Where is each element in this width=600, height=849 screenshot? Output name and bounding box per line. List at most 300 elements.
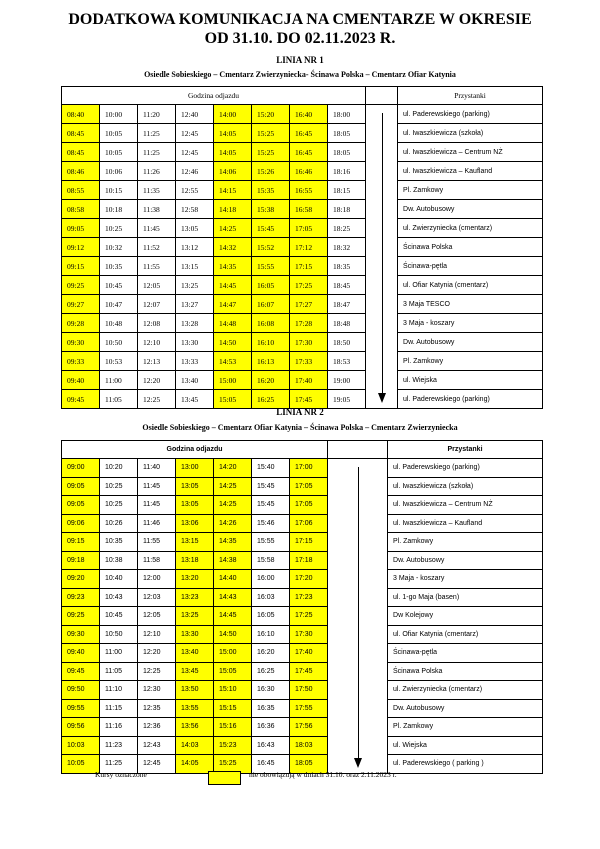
departure-time: 11:00	[100, 371, 138, 390]
departure-time: 19:00	[328, 371, 366, 390]
stop-name: Pl. Zamkowy	[388, 533, 543, 552]
table-row	[62, 459, 543, 478]
linia2-timetable	[61, 440, 543, 774]
table-row	[62, 238, 543, 257]
departure-time: 15:52	[252, 238, 290, 257]
stop-name: Dw. Autobusowy	[398, 333, 543, 352]
departure-time: 17:12	[290, 238, 328, 257]
departure-time: 13:05	[176, 477, 214, 496]
departure-time: 15:55	[252, 533, 290, 552]
departure-time: 14:05	[176, 755, 214, 774]
stop-name: Dw. Autobusowy	[388, 551, 543, 570]
stop-name: ul. Ofiar Katynia (cmentarz)	[398, 276, 543, 295]
departure-time: 10:15	[100, 181, 138, 200]
departure-time: 11:38	[138, 200, 176, 219]
departure-time: 10:18	[100, 200, 138, 219]
departure-time: 09:30	[62, 625, 100, 644]
departure-time: 18:35	[328, 257, 366, 276]
departure-time: 08:55	[62, 181, 100, 200]
departure-time: 11:58	[138, 551, 176, 570]
departure-time: 17:05	[290, 477, 328, 496]
departure-time: 12:43	[138, 736, 176, 755]
departure-time: 08:40	[62, 105, 100, 124]
linia2-header-times: Godzina odjazdu	[62, 441, 328, 459]
departure-time: 16:07	[252, 295, 290, 314]
departure-time: 11:15	[100, 699, 138, 718]
departure-time: 13:12	[176, 238, 214, 257]
stop-name: Dw. Autobusowy	[388, 699, 543, 718]
stop-name: Dw Kolejowy	[388, 607, 543, 626]
departure-time: 12:30	[138, 681, 176, 700]
departure-time: 17:00	[290, 459, 328, 478]
departure-time: 10:50	[100, 333, 138, 352]
departure-time: 09:06	[62, 514, 100, 533]
departure-time: 17:28	[290, 314, 328, 333]
departure-time: 16:45	[290, 143, 328, 162]
departure-time: 13:56	[176, 718, 214, 737]
departure-time: 16:36	[252, 718, 290, 737]
table-row	[62, 333, 543, 352]
departure-time: 10:26	[100, 514, 138, 533]
departure-time: 18:15	[328, 181, 366, 200]
departure-time: 14:18	[214, 200, 252, 219]
departure-time: 15:58	[252, 551, 290, 570]
departure-time: 12:05	[138, 276, 176, 295]
departure-time: 17:05	[290, 219, 328, 238]
departure-time: 13:23	[176, 588, 214, 607]
linia2-route: Osiedle Sobieskiego – Cmentarz Ofiar Katynia – Ścinawa Polska – Cmentarz Zwierzyniecka	[142, 423, 458, 432]
departure-time: 13:45	[176, 390, 214, 409]
legend-note: nie obowiązują w dniach 31.10. oraz 2.11.2023 r.	[249, 770, 397, 779]
departure-time: 11:25	[100, 755, 138, 774]
departure-time: 10:45	[100, 607, 138, 626]
stop-name: 3 Maja - koszary	[388, 570, 543, 589]
departure-time: 10:05	[100, 124, 138, 143]
departure-time: 17:45	[290, 662, 328, 681]
departure-time: 09:28	[62, 314, 100, 333]
departure-time: 18:05	[328, 124, 366, 143]
table-row	[62, 570, 543, 589]
page-title-line1: DODATKOWA KOMUNIKACJA NA CMENTARZE W OKRESIE	[68, 11, 532, 28]
departure-time: 09:05	[62, 219, 100, 238]
departure-time: 15:15	[214, 699, 252, 718]
departure-time: 18:03	[290, 736, 328, 755]
departure-time: 11:40	[138, 459, 176, 478]
legend-label: Kursy oznaczone	[95, 770, 147, 779]
departure-time: 08:45	[62, 143, 100, 162]
departure-time: 11:00	[100, 644, 138, 663]
stop-name: ul. Zwierzyniecka (cmentarz)	[398, 219, 543, 238]
departure-time: 18:16	[328, 162, 366, 181]
stop-name: Dw. Autobusowy	[398, 200, 543, 219]
departure-time: 16:43	[252, 736, 290, 755]
departure-time: 09:27	[62, 295, 100, 314]
departure-time: 12:58	[176, 200, 214, 219]
departure-time: 15:40	[252, 459, 290, 478]
departure-time: 14:15	[214, 181, 252, 200]
departure-time: 09:00	[62, 459, 100, 478]
table-row	[62, 736, 543, 755]
departure-time: 15:38	[252, 200, 290, 219]
departure-time: 12:36	[138, 718, 176, 737]
table-row	[62, 607, 543, 626]
departure-time: 16:13	[252, 352, 290, 371]
linia1-header-times: Godzina odjazdu	[62, 87, 366, 105]
departure-time: 11:45	[138, 477, 176, 496]
table-row	[62, 644, 543, 663]
departure-time: 14:26	[214, 514, 252, 533]
departure-time: 10:06	[100, 162, 138, 181]
departure-time: 09:45	[62, 390, 100, 409]
departure-time: 09:05	[62, 477, 100, 496]
departure-time: 14:35	[214, 533, 252, 552]
table-row	[62, 625, 543, 644]
linia1-label: LINIA NR 1	[276, 55, 324, 65]
departure-time: 17:40	[290, 644, 328, 663]
stop-name: 3 Maja TESCO	[398, 295, 543, 314]
table-row	[62, 181, 543, 200]
departure-time: 15:25	[214, 755, 252, 774]
departure-time: 17:20	[290, 570, 328, 589]
departure-time: 13:25	[176, 607, 214, 626]
direction-arrow-icon	[328, 459, 388, 774]
departure-time: 14:05	[214, 124, 252, 143]
departure-time: 13:50	[176, 681, 214, 700]
departure-time: 12:40	[176, 105, 214, 124]
departure-time: 18:05	[290, 755, 328, 774]
departure-time: 09:30	[62, 333, 100, 352]
departure-time: 14:50	[214, 333, 252, 352]
stop-name: ul. Zwierzyniecka (cmentarz)	[388, 681, 543, 700]
departure-time: 15:35	[252, 181, 290, 200]
departure-time: 16:35	[252, 699, 290, 718]
departure-time: 14:25	[214, 477, 252, 496]
departure-time: 19:05	[328, 390, 366, 409]
departure-time: 15:10	[214, 681, 252, 700]
departure-time: 17:15	[290, 257, 328, 276]
departure-time: 13:20	[176, 570, 214, 589]
departure-time: 11:25	[138, 143, 176, 162]
departure-time: 09:40	[62, 371, 100, 390]
departure-time: 14:05	[214, 143, 252, 162]
departure-time: 14:35	[214, 257, 252, 276]
departure-time: 16:20	[252, 371, 290, 390]
stop-name: ul. 1-go Maja (basen)	[388, 588, 543, 607]
table-row	[62, 143, 543, 162]
table-row	[62, 219, 543, 238]
departure-time: 14:40	[214, 570, 252, 589]
departure-time: 15:23	[214, 736, 252, 755]
departure-time: 10:05	[100, 143, 138, 162]
departure-time: 10:45	[100, 276, 138, 295]
departure-time: 10:25	[100, 496, 138, 515]
departure-time: 16:45	[290, 124, 328, 143]
departure-time: 12:45	[176, 143, 214, 162]
departure-time: 13:45	[176, 662, 214, 681]
departure-time: 11:52	[138, 238, 176, 257]
stop-name: ul. Iwaszkiewicza – Centrum NŻ	[398, 143, 543, 162]
departure-time: 10:50	[100, 625, 138, 644]
departure-time: 18:18	[328, 200, 366, 219]
departure-time: 14:03	[176, 736, 214, 755]
departure-time: 13:25	[176, 276, 214, 295]
departure-time: 09:12	[62, 238, 100, 257]
stop-name: ul. Iwaszkiewicza – Kaufland	[388, 514, 543, 533]
departure-time: 11:23	[100, 736, 138, 755]
linia1-header-stops: Przystanki	[398, 87, 543, 105]
stop-name: ul. Wiejska	[398, 371, 543, 390]
departure-time: 14:25	[214, 219, 252, 238]
table-row	[62, 551, 543, 570]
stop-name: ul. Paderewskiego (parking)	[398, 390, 543, 409]
departure-time: 17:33	[290, 352, 328, 371]
departure-time: 18:45	[328, 276, 366, 295]
departure-time: 10:00	[100, 105, 138, 124]
departure-time: 16:55	[290, 181, 328, 200]
departure-time: 13:33	[176, 352, 214, 371]
departure-time: 15:16	[214, 718, 252, 737]
table-row	[62, 162, 543, 181]
departure-time: 15:25	[252, 143, 290, 162]
direction-arrow-icon	[366, 105, 398, 409]
departure-time: 18:50	[328, 333, 366, 352]
departure-time: 13:27	[176, 295, 214, 314]
departure-time: 18:53	[328, 352, 366, 371]
departure-time: 17:27	[290, 295, 328, 314]
departure-time: 18:25	[328, 219, 366, 238]
departure-time: 15:46	[252, 514, 290, 533]
departure-time: 14:45	[214, 276, 252, 295]
departure-time: 16:25	[252, 390, 290, 409]
departure-time: 14:06	[214, 162, 252, 181]
departure-time: 14:00	[214, 105, 252, 124]
departure-time: 18:48	[328, 314, 366, 333]
departure-time: 16:46	[290, 162, 328, 181]
table-row	[62, 699, 543, 718]
linia2-header-stops: Przystanki	[388, 441, 543, 459]
departure-time: 16:30	[252, 681, 290, 700]
departure-time: 14:20	[214, 459, 252, 478]
table-row	[62, 681, 543, 700]
departure-time: 11:05	[100, 662, 138, 681]
departure-time: 16:03	[252, 588, 290, 607]
departure-time: 13:05	[176, 219, 214, 238]
departure-time: 17:23	[290, 588, 328, 607]
stop-name: Ścinawa Polska	[388, 662, 543, 681]
departure-time: 16:05	[252, 276, 290, 295]
departure-time: 15:05	[214, 390, 252, 409]
stop-name: ul. Iwaszkiewicza (szkoła)	[388, 477, 543, 496]
departure-time: 12:25	[138, 390, 176, 409]
stop-name: Pl. Zamkowy	[398, 352, 543, 371]
departure-time: 12:45	[176, 124, 214, 143]
table-row	[62, 662, 543, 681]
departure-time: 16:45	[252, 755, 290, 774]
departure-time: 09:23	[62, 588, 100, 607]
departure-time: 17:15	[290, 533, 328, 552]
stop-name: Ścinawa Polska	[398, 238, 543, 257]
departure-time: 16:58	[290, 200, 328, 219]
stop-name: ul. Iwaszkiewicza – Kaufland	[398, 162, 543, 181]
departure-time: 12:45	[138, 755, 176, 774]
departure-time: 17:18	[290, 551, 328, 570]
departure-time: 10:40	[100, 570, 138, 589]
departure-time: 16:25	[252, 662, 290, 681]
departure-time: 17:05	[290, 496, 328, 515]
table-row	[62, 257, 543, 276]
departure-time: 17:25	[290, 607, 328, 626]
departure-time: 12:20	[138, 371, 176, 390]
departure-time: 17:55	[290, 699, 328, 718]
linia2-label: LINIA NR 2	[276, 407, 324, 417]
departure-time: 17:40	[290, 371, 328, 390]
departure-time: 11:55	[138, 257, 176, 276]
table-row	[62, 588, 543, 607]
departure-time: 10:48	[100, 314, 138, 333]
linia1-timetable	[61, 86, 543, 409]
departure-time: 13:05	[176, 496, 214, 515]
departure-time: 13:40	[176, 644, 214, 663]
departure-time: 15:20	[252, 105, 290, 124]
departure-time: 09:15	[62, 533, 100, 552]
departure-time: 10:53	[100, 352, 138, 371]
departure-time: 12:10	[138, 333, 176, 352]
table-row	[62, 124, 543, 143]
departure-time: 11:35	[138, 181, 176, 200]
departure-time: 08:45	[62, 124, 100, 143]
stop-name: Pl. Zamkowy	[398, 181, 543, 200]
page-title-line2: OD 31.10. DO 02.11.2023 R.	[204, 30, 396, 47]
departure-time: 12:20	[138, 644, 176, 663]
departure-time: 17:45	[290, 390, 328, 409]
departure-time: 13:18	[176, 551, 214, 570]
table-row	[62, 352, 543, 371]
departure-time: 13:40	[176, 371, 214, 390]
table-row	[62, 477, 543, 496]
departure-time: 17:56	[290, 718, 328, 737]
departure-time: 09:20	[62, 570, 100, 589]
departure-time: 15:55	[252, 257, 290, 276]
departure-time: 11:05	[100, 390, 138, 409]
departure-time: 12:07	[138, 295, 176, 314]
departure-time: 11:55	[138, 533, 176, 552]
departure-time: 13:00	[176, 459, 214, 478]
departure-time: 14:25	[214, 496, 252, 515]
departure-time: 09:18	[62, 551, 100, 570]
stop-name: ul. Iwaszkiewicza – Centrum NŻ	[388, 496, 543, 515]
linia1-route: Osiedle Sobieskiego – Cmentarz Zwierzyniecka- Ścinawa Polska – Cmentarz Ofiar Katynia	[144, 70, 456, 79]
departure-time: 09:40	[62, 644, 100, 663]
table-row	[62, 200, 543, 219]
departure-time: 12:05	[138, 607, 176, 626]
departure-time: 11:45	[138, 496, 176, 515]
departure-time: 11:10	[100, 681, 138, 700]
departure-time: 15:00	[214, 371, 252, 390]
departure-time: 14:50	[214, 625, 252, 644]
departure-time: 10:05	[62, 755, 100, 774]
departure-time: 13:30	[176, 333, 214, 352]
departure-time: 09:55	[62, 699, 100, 718]
departure-time: 13:30	[176, 625, 214, 644]
departure-time: 10:32	[100, 238, 138, 257]
departure-time: 15:45	[252, 477, 290, 496]
departure-time: 17:25	[290, 276, 328, 295]
departure-time: 16:10	[252, 625, 290, 644]
stop-name: Pl. Zamkowy	[388, 718, 543, 737]
departure-time: 14:38	[214, 551, 252, 570]
departure-time: 13:55	[176, 699, 214, 718]
departure-time: 18:00	[328, 105, 366, 124]
table-row	[62, 105, 543, 124]
stop-name: ul. Paderewskiego ( parking )	[388, 755, 543, 774]
stop-name: Ścinawa-pętla	[388, 644, 543, 663]
departure-time: 08:46	[62, 162, 100, 181]
departure-time: 10:03	[62, 736, 100, 755]
departure-time: 16:00	[252, 570, 290, 589]
stop-name: ul. Paderewskiego (parking)	[398, 105, 543, 124]
departure-time: 17:50	[290, 681, 328, 700]
departure-time: 09:56	[62, 718, 100, 737]
departure-time: 15:00	[214, 644, 252, 663]
departure-time: 17:30	[290, 333, 328, 352]
departure-time: 13:06	[176, 514, 214, 533]
departure-time: 14:43	[214, 588, 252, 607]
departure-time: 08:58	[62, 200, 100, 219]
legend-swatch	[208, 771, 241, 785]
departure-time: 15:45	[252, 219, 290, 238]
departure-time: 15:05	[214, 662, 252, 681]
stop-name: 3 Maja - koszary	[398, 314, 543, 333]
table-row	[62, 514, 543, 533]
departure-time: 11:45	[138, 219, 176, 238]
departure-time: 14:45	[214, 607, 252, 626]
departure-time: 12:25	[138, 662, 176, 681]
departure-time: 10:25	[100, 219, 138, 238]
departure-time: 09:25	[62, 276, 100, 295]
stop-name: ul. Wiejska	[388, 736, 543, 755]
departure-time: 18:05	[328, 143, 366, 162]
departure-time: 10:47	[100, 295, 138, 314]
stop-name: ul. Paderewskiego (parking)	[388, 459, 543, 478]
departure-time: 12:10	[138, 625, 176, 644]
departure-time: 16:05	[252, 607, 290, 626]
departure-time: 14:48	[214, 314, 252, 333]
departure-time: 10:35	[100, 533, 138, 552]
departure-time: 09:15	[62, 257, 100, 276]
departure-time: 15:25	[252, 124, 290, 143]
departure-time: 09:50	[62, 681, 100, 700]
departure-time: 12:03	[138, 588, 176, 607]
departure-time: 10:20	[100, 459, 138, 478]
departure-time: 12:55	[176, 181, 214, 200]
departure-time: 11:46	[138, 514, 176, 533]
departure-time: 14:53	[214, 352, 252, 371]
departure-time: 17:30	[290, 625, 328, 644]
departure-time: 12:46	[176, 162, 214, 181]
departure-time: 11:16	[100, 718, 138, 737]
departure-time: 17:06	[290, 514, 328, 533]
table-row	[62, 390, 543, 409]
table-row	[62, 276, 543, 295]
departure-time: 14:32	[214, 238, 252, 257]
departure-time: 12:00	[138, 570, 176, 589]
departure-time: 10:38	[100, 551, 138, 570]
departure-time: 14:47	[214, 295, 252, 314]
departure-time: 12:08	[138, 314, 176, 333]
departure-time: 18:47	[328, 295, 366, 314]
departure-time: 13:28	[176, 314, 214, 333]
table-row	[62, 371, 543, 390]
